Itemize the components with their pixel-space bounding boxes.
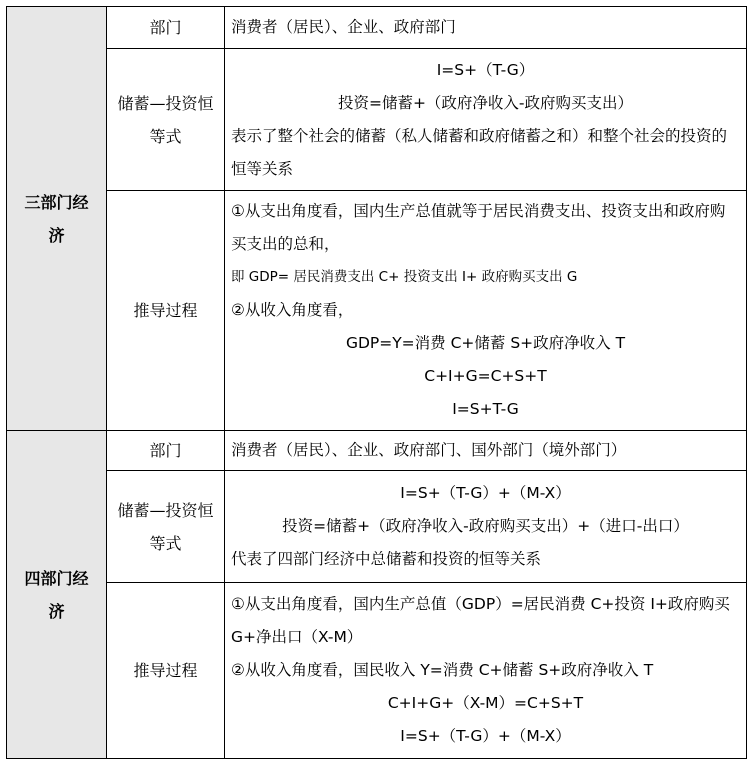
- row-label-sectors: [107, 431, 225, 471]
- row-label-text: 储蓄—投资恒等式: [117, 93, 214, 146]
- content-line: 表示了整个社会的储蓄（私人储蓄和政府储蓄之和）和整个社会的投资的恒等关系: [231, 126, 728, 178]
- table-row: [7, 471, 747, 583]
- section-title-text: 四部门经济: [24, 568, 89, 621]
- row-label-identity: [107, 471, 225, 583]
- table-row: [7, 49, 747, 191]
- row-label-derivation: [107, 191, 225, 431]
- formula-line: 投资=储蓄+（政府净收入-政府购买支出）: [337, 93, 634, 112]
- row-label-derivation: [107, 583, 225, 759]
- formula-line: C+I+G+（X-M）=C+S+T: [387, 694, 584, 712]
- content-line: 代表了四部门经济中总储蓄和投资的恒等关系: [231, 550, 542, 568]
- economy-identity-table: [6, 6, 747, 759]
- row-content-derivation: [225, 583, 747, 759]
- formula-line: I=S+（T-G）+（M-X）: [400, 484, 571, 502]
- row-label-sectors: [107, 7, 225, 49]
- content-line: 即 GDP= 居民消费支出 C+ 投资支出 I+ 政府购买支出 G: [231, 269, 578, 285]
- section-title-four-sector: [7, 431, 107, 759]
- row-label-text: 推导过程: [133, 661, 198, 680]
- table-row: [7, 7, 747, 49]
- table-row: [7, 431, 747, 471]
- formula-line: GDP=Y=消费 C+储蓄 S+政府净收入 T: [345, 334, 626, 352]
- row-content-identity: [225, 49, 747, 191]
- content-line: 消费者（居民）、企业、政府部门、国外部门（境外部门）: [231, 441, 627, 459]
- formula-line: 投资=储蓄+（政府净收入-政府购买支出）+（进口-出口）: [282, 517, 689, 535]
- row-label-text: 部门: [149, 18, 182, 37]
- content-line: ②从收入角度看，国民收入 Y=消费 C+储蓄 S+政府净收入 T: [231, 661, 654, 679]
- row-label-text: 储蓄—投资恒等式: [117, 500, 214, 553]
- content-line: 消费者（居民）、企业、政府部门: [231, 18, 456, 36]
- row-content-sectors: [225, 7, 747, 49]
- formula-line: C+I+G=C+S+T: [424, 367, 547, 385]
- row-content-derivation: [225, 191, 747, 431]
- row-label-text: 部门: [149, 441, 182, 460]
- content-line: ①从支出角度看，国内生产总值（GDP）=居民消费 C+投资 I+政府购买 G+净出口（X-M）: [231, 595, 730, 646]
- section-title-three-sector: [7, 7, 107, 431]
- content-line: ②从收入角度看，: [231, 301, 354, 319]
- formula-line: I=S+（T-G）+（M-X）: [400, 727, 571, 745]
- row-content-sectors: [225, 431, 747, 471]
- row-label-identity: [107, 49, 225, 191]
- table-row: [7, 583, 747, 759]
- table-row: [7, 191, 747, 431]
- section-title-text: 三部门经济: [24, 192, 89, 245]
- row-content-identity: [225, 471, 747, 583]
- content-line: ①从支出角度看，国内生产总值就等于居民消费支出、投资支出和政府购买支出的总和，: [231, 202, 726, 253]
- formula-line: I=S+T-G: [452, 400, 519, 418]
- row-label-text: 推导过程: [133, 301, 198, 320]
- formula-line: I=S+（T-G）: [436, 60, 535, 79]
